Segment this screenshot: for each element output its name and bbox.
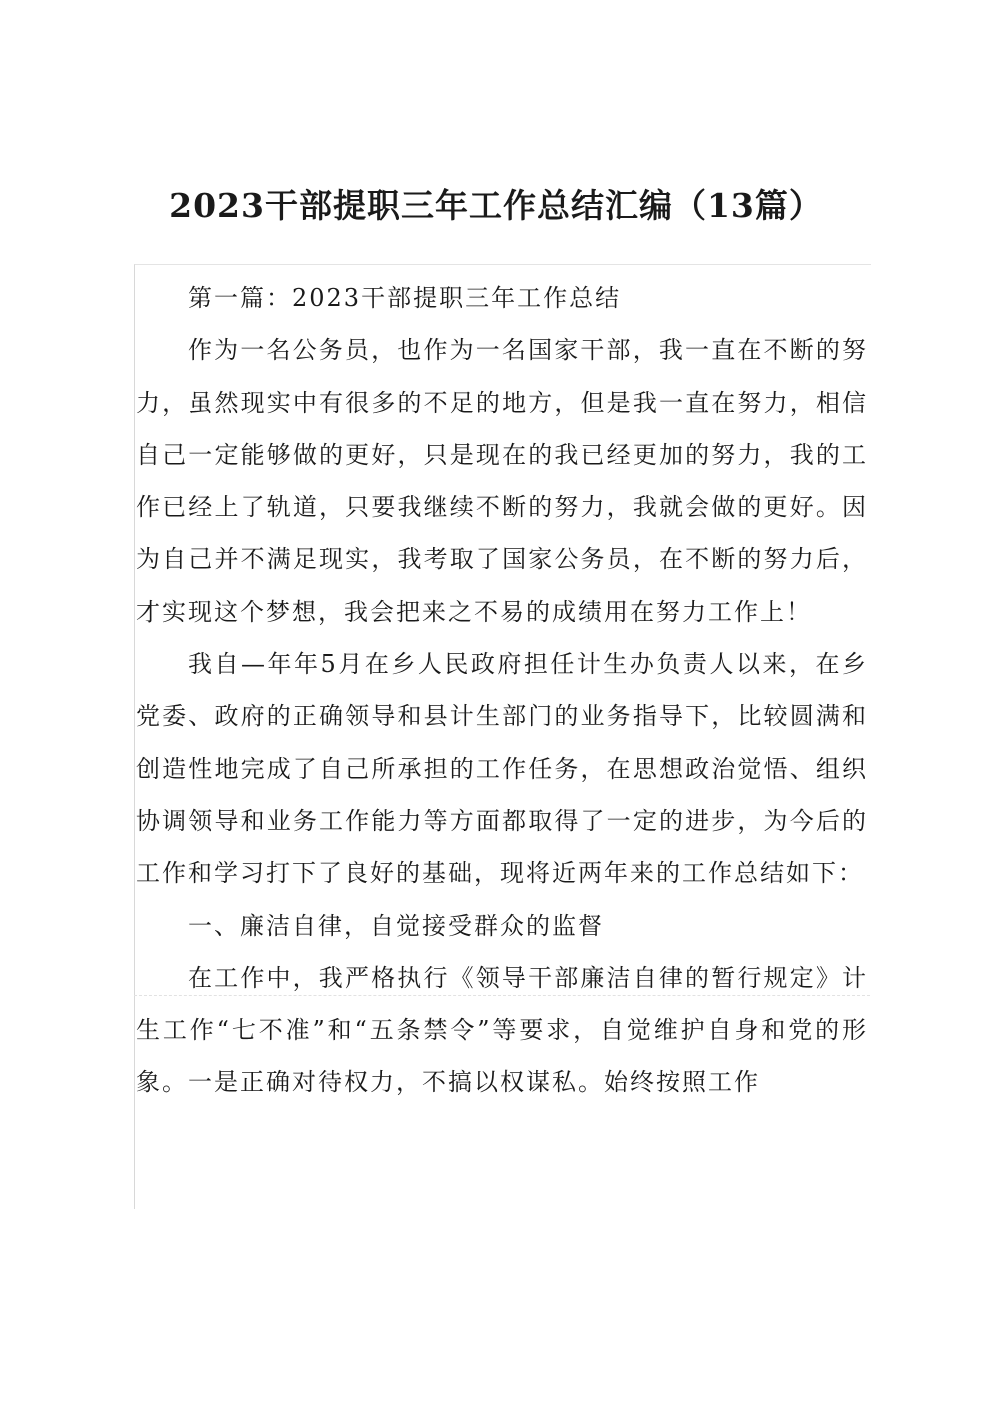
document-body xyxy=(136,272,868,1109)
body-paragraph: 我自—年年5月在乡人民政府担任计生办负责人以来，在乡党委、政府的正确领导和县计生部门的业务指导下，比较圆满和创造性地完成了自己所承担的工作任务，在思想政治觉悟、组织协调领导和业务工作能力等方面都取得了一定的进步，为今后的工作和学习打下了良好的基础，现将近两年来的工作总结如下： xyxy=(136,650,868,888)
body-paragraph: 作为一名公务员，也作为一名国家干部，我一直在不断的努力，虽然现实中有很多的不足的地方，但是我一直在努力，相信自己一定能够做的更好，只是现在的我已经更加的努力，我的工作已经上了轨道，只要我继续不断的努力，我就会做的更好。因为自己并不满足现实，我考取了国家公务员，在不断的努力后，才实现这个梦想，我会把来之不易的成绩用在努力工作上！ xyxy=(136,336,868,626)
subsection-heading: 一、廉洁自律，自觉接受群众的监督 xyxy=(188,911,604,940)
body-paragraph: 在工作中，我严格执行《领导干部廉洁自律的暂行规定》计生工作“七不准”和“五条禁令”等要求，自觉维护自身和党的形象。一是正确对待权力，不搞以权谋私。始终按照工作 xyxy=(136,963,868,1097)
section-heading: 第一篇：2023干部提职三年工作总结 xyxy=(188,284,622,312)
document-title: 2023干部提职三年工作总结汇编（13篇） xyxy=(169,186,823,225)
